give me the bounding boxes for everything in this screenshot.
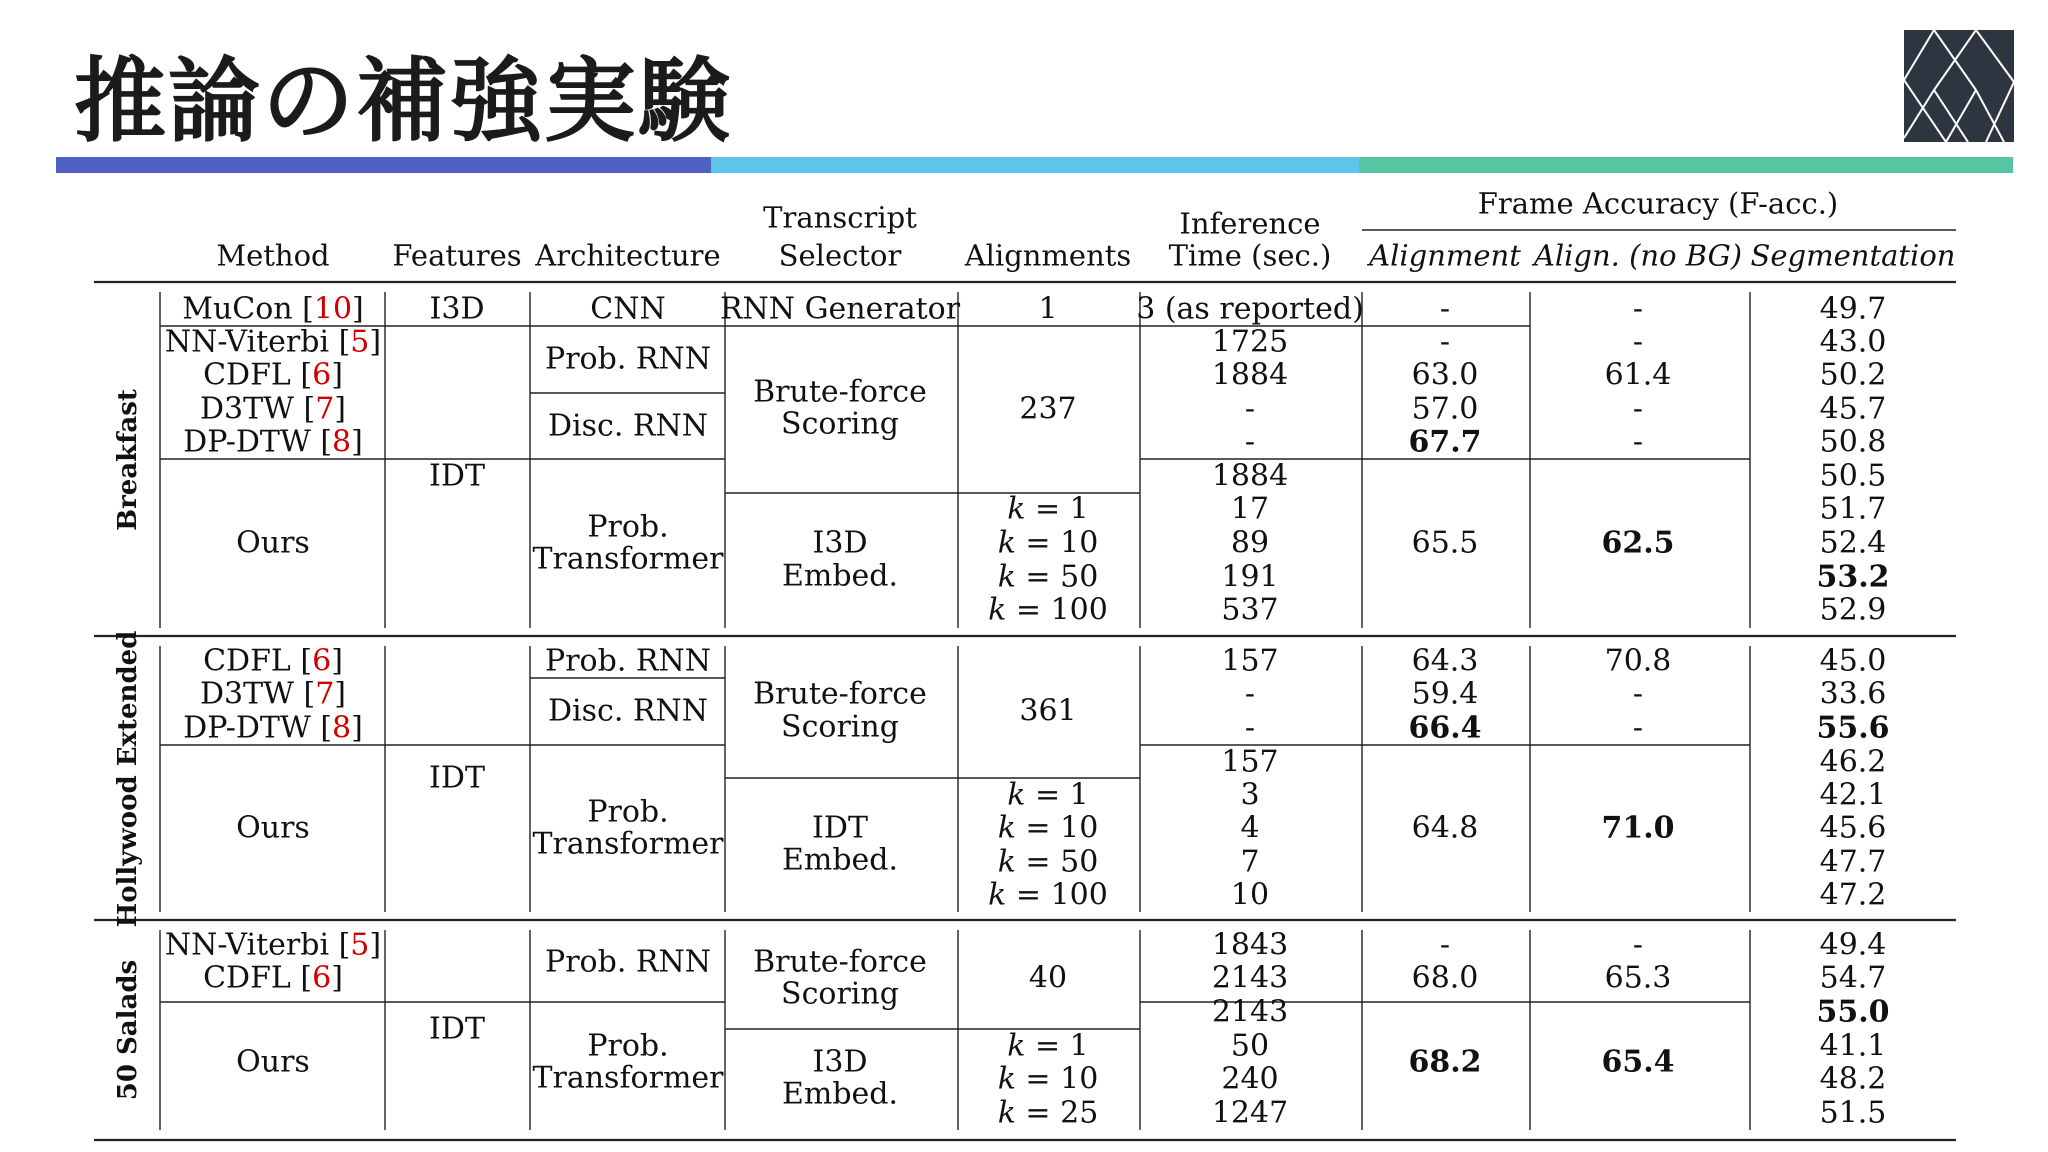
citation-ref[interactable]: 10 bbox=[313, 291, 353, 327]
alignment-value: - bbox=[1439, 291, 1451, 327]
k-100 bbox=[988, 879, 1108, 912]
header-inference-2: Time (sec.) bbox=[1168, 238, 1332, 273]
header-sub-alignment: Alignment bbox=[1369, 238, 1521, 273]
method-name: CDFL bbox=[203, 643, 291, 679]
method-name: D3TW bbox=[199, 676, 294, 712]
arch-prob-rnn: Prob. RNN bbox=[545, 944, 711, 980]
alignment-value: - bbox=[1439, 927, 1451, 963]
k-value: 1 bbox=[1069, 491, 1089, 527]
k-value: 1 bbox=[1069, 777, 1089, 813]
k-value: 50 bbox=[1060, 559, 1099, 595]
citation-ref[interactable]: 7 bbox=[315, 391, 335, 427]
citation-ref[interactable]: 7 bbox=[315, 676, 335, 712]
ours-align-nobg: 62.5 bbox=[1601, 525, 1675, 561]
header-sub-align-nobg: Align. (no BG) bbox=[1533, 238, 1743, 273]
k-value: 100 bbox=[1050, 877, 1108, 913]
brute-alignments: 40 bbox=[1028, 960, 1068, 996]
segmentation-value: 49.4 bbox=[1819, 927, 1887, 963]
segmentation-value: 50.5 bbox=[1819, 458, 1887, 494]
selector-brute-1: Brute-force bbox=[753, 374, 927, 410]
k-prefix: k = bbox=[1007, 777, 1070, 813]
arch-prob-rnn: Prob. RNN bbox=[545, 341, 711, 377]
time-value: 537 bbox=[1221, 592, 1279, 628]
segmentation-value: 45.0 bbox=[1819, 643, 1887, 679]
row-ours: Ours bbox=[236, 525, 310, 561]
method-name: CDFL bbox=[203, 960, 291, 996]
time-value: 240 bbox=[1221, 1061, 1279, 1097]
row-nn-viterbi: NN-Viterbi [5] bbox=[164, 927, 382, 963]
k-prefix: k = bbox=[1007, 1028, 1070, 1064]
citation-ref[interactable]: 5 bbox=[350, 324, 370, 360]
header-sub-segmentation: Segmentation bbox=[1750, 238, 1956, 273]
segmentation-value: 41.1 bbox=[1819, 1028, 1887, 1064]
alignment-value: 59.4 bbox=[1411, 676, 1479, 712]
features-idt: IDT bbox=[429, 458, 485, 494]
time-value: 89 bbox=[1230, 525, 1270, 561]
time-value: 3 (as reported) bbox=[1136, 291, 1364, 327]
k-prefix: k = bbox=[997, 525, 1061, 561]
arch-prob-rnn: Prob. RNN bbox=[545, 643, 711, 679]
k-10 bbox=[998, 1063, 1099, 1096]
header-transcript-1: Transcript bbox=[763, 200, 917, 235]
citation-ref[interactable]: 6 bbox=[312, 643, 332, 679]
k-value: 10 bbox=[1060, 1061, 1099, 1097]
arch-prob-1: Prob. bbox=[587, 1028, 669, 1064]
align-nobg-value: - bbox=[1632, 424, 1644, 460]
segmentation-value: 50.2 bbox=[1819, 357, 1887, 393]
alignment-value: 57.0 bbox=[1411, 391, 1479, 427]
alignment-value: 68.0 bbox=[1411, 960, 1479, 996]
k-10 bbox=[998, 527, 1099, 560]
row-cdfl: CDFL [6] bbox=[203, 643, 343, 679]
k-50 bbox=[998, 846, 1099, 879]
arch-prob-2: Transformer bbox=[532, 1060, 724, 1096]
row-cdfl: CDFL [6] bbox=[203, 357, 343, 393]
row-mucon: MuCon [10] bbox=[182, 291, 364, 327]
brute-alignments: 237 bbox=[1019, 391, 1077, 427]
row-d3tw: D3TW [7] bbox=[199, 391, 347, 427]
header-architecture: Architecture bbox=[535, 238, 721, 273]
align-nobg-value: 70.8 bbox=[1604, 643, 1672, 679]
header-alignments: Alignments bbox=[964, 238, 1132, 273]
row-dp-dtw: DP-DTW [8] bbox=[183, 424, 363, 460]
header-features: Features bbox=[392, 238, 522, 273]
segmentation-value: 43.0 bbox=[1819, 324, 1887, 360]
segmentation-value: 54.7 bbox=[1819, 960, 1887, 996]
align-nobg-value: 61.4 bbox=[1604, 357, 1672, 393]
ours-alignment: 68.2 bbox=[1408, 1044, 1482, 1080]
k-25 bbox=[998, 1097, 1099, 1130]
k-prefix: k = bbox=[1007, 491, 1070, 527]
alignment-value: - bbox=[1439, 324, 1451, 360]
k-value: 25 bbox=[1060, 1095, 1099, 1131]
arch-prob-2: Transformer bbox=[532, 541, 724, 577]
header-transcript-2: Selector bbox=[778, 238, 902, 273]
time-value: - bbox=[1244, 424, 1256, 460]
alignment-value: 64.3 bbox=[1411, 643, 1479, 679]
ours-alignment: 64.8 bbox=[1411, 810, 1479, 846]
selector-brute-1: Brute-force bbox=[753, 676, 927, 712]
ours-align-nobg: 65.4 bbox=[1601, 1044, 1675, 1080]
segmentation-value: 52.9 bbox=[1819, 592, 1887, 628]
k-50 bbox=[998, 561, 1099, 594]
features-idt: IDT bbox=[429, 760, 485, 796]
selector-embed-1: I3D bbox=[812, 525, 868, 561]
row-ours: Ours bbox=[236, 1044, 310, 1080]
alignment-value: 67.7 bbox=[1408, 424, 1482, 460]
arch-disc-rnn: Disc. RNN bbox=[547, 408, 709, 444]
align-nobg-value: - bbox=[1632, 927, 1644, 963]
time-value: 4 bbox=[1240, 810, 1260, 846]
segmentation-value: 51.5 bbox=[1819, 1095, 1887, 1131]
time-value: 1725 bbox=[1211, 324, 1289, 360]
time-value: 50 bbox=[1230, 1028, 1270, 1064]
method-name: NN-Viterbi bbox=[164, 324, 330, 360]
selector-embed-1: IDT bbox=[812, 810, 868, 846]
header-frame-accuracy: Frame Accuracy (F-acc.) bbox=[1477, 186, 1839, 221]
align-nobg-value: - bbox=[1632, 324, 1644, 360]
k-10 bbox=[998, 812, 1099, 845]
time-value: 157 bbox=[1221, 643, 1279, 679]
selector-brute-2: Scoring bbox=[781, 976, 899, 1012]
row-cdfl: CDFL [6] bbox=[203, 960, 343, 996]
time-value: 191 bbox=[1221, 559, 1279, 595]
time-value: 1884 bbox=[1211, 458, 1289, 494]
k-100 bbox=[988, 594, 1108, 627]
segmentation-value: 46.2 bbox=[1819, 744, 1887, 780]
features-idt: IDT bbox=[429, 1011, 485, 1047]
selector-embed-2: Embed. bbox=[781, 1076, 899, 1112]
time-value: 3 bbox=[1240, 777, 1260, 813]
row-d3tw: D3TW [7] bbox=[199, 676, 347, 712]
k-prefix: k = bbox=[997, 1095, 1061, 1131]
time-value: 1247 bbox=[1211, 1095, 1289, 1131]
k-prefix: k = bbox=[988, 877, 1051, 913]
selector-brute-1: Brute-force bbox=[753, 944, 927, 980]
segmentation-value: 48.2 bbox=[1819, 1061, 1887, 1097]
align-nobg-value: - bbox=[1632, 291, 1644, 327]
method-name: D3TW bbox=[199, 391, 294, 427]
segmentation-value: 51.7 bbox=[1819, 491, 1887, 527]
align-nobg-value: - bbox=[1632, 710, 1644, 746]
k-prefix: k = bbox=[988, 592, 1051, 628]
time-value: 1884 bbox=[1211, 357, 1289, 393]
arch-prob-1: Prob. bbox=[587, 509, 669, 545]
citation-ref[interactable]: 5 bbox=[350, 927, 370, 963]
mucon-features: I3D bbox=[429, 291, 485, 327]
selector-brute-2: Scoring bbox=[781, 709, 899, 745]
k-1 bbox=[1007, 779, 1088, 812]
segmentation-value: 45.6 bbox=[1819, 810, 1887, 846]
section-label-hollywood: Hollywood Extended bbox=[113, 630, 143, 928]
row-ours: Ours bbox=[236, 810, 310, 846]
segmentation-value: 50.8 bbox=[1819, 424, 1887, 460]
k-value: 1 bbox=[1069, 1028, 1089, 1064]
k-value: 100 bbox=[1050, 592, 1108, 628]
selector-embed-1: I3D bbox=[812, 1044, 868, 1080]
k-prefix: k = bbox=[997, 559, 1061, 595]
k-1 bbox=[1007, 493, 1088, 526]
mucon-arch: CNN bbox=[590, 291, 666, 327]
brute-alignments: 361 bbox=[1019, 693, 1077, 729]
k-prefix: k = bbox=[997, 844, 1061, 880]
k-value: 10 bbox=[1060, 525, 1099, 561]
arch-prob-2: Transformer bbox=[532, 826, 724, 862]
mucon-alignments: 1 bbox=[1038, 291, 1058, 327]
segmentation-value: 42.1 bbox=[1819, 777, 1887, 813]
segmentation-value: 33.6 bbox=[1819, 676, 1887, 712]
time-value: 7 bbox=[1240, 844, 1260, 880]
citation-ref[interactable]: 6 bbox=[312, 960, 332, 996]
method-name: CDFL bbox=[203, 357, 291, 393]
segmentation-value: 52.4 bbox=[1819, 525, 1887, 561]
section-label-breakfast: Breakfast bbox=[113, 389, 143, 531]
method-name: MuCon bbox=[182, 291, 293, 327]
method-name: NN-Viterbi bbox=[164, 927, 330, 963]
align-nobg-value: - bbox=[1632, 676, 1644, 712]
arch-prob-1: Prob. bbox=[587, 794, 669, 830]
selector-brute-2: Scoring bbox=[781, 406, 899, 442]
citation-ref[interactable]: 8 bbox=[332, 710, 352, 746]
header-inference-1: Inference bbox=[1179, 206, 1321, 241]
k-prefix: k = bbox=[997, 1061, 1061, 1097]
selector-embed-2: Embed. bbox=[781, 842, 899, 878]
k-prefix: k = bbox=[997, 810, 1061, 846]
row-dp-dtw: DP-DTW [8] bbox=[183, 710, 363, 746]
mucon-selector: RNN Generator bbox=[719, 291, 961, 327]
header-method: Method bbox=[216, 238, 330, 273]
segmentation-value: 49.7 bbox=[1819, 291, 1887, 327]
ours-align-nobg: 71.0 bbox=[1601, 810, 1675, 846]
alignment-value: 66.4 bbox=[1408, 710, 1482, 746]
segmentation-value: 55.6 bbox=[1816, 710, 1890, 746]
k-1 bbox=[1007, 1030, 1088, 1063]
segmentation-value: 47.2 bbox=[1819, 877, 1887, 913]
segmentation-value: 55.0 bbox=[1816, 994, 1890, 1030]
time-value: 10 bbox=[1230, 877, 1270, 913]
align-nobg-value: - bbox=[1632, 391, 1644, 427]
time-value: - bbox=[1244, 676, 1256, 712]
citation-ref[interactable]: 6 bbox=[312, 357, 332, 393]
arch-disc-rnn: Disc. RNN bbox=[547, 693, 709, 729]
k-value: 10 bbox=[1060, 810, 1099, 846]
ours-alignment: 65.5 bbox=[1411, 525, 1479, 561]
page-title: 推論の補強実験 bbox=[74, 48, 733, 155]
time-value: - bbox=[1244, 710, 1256, 746]
time-value: 1843 bbox=[1211, 927, 1289, 963]
segmentation-value: 47.7 bbox=[1819, 844, 1887, 880]
alignment-value: 63.0 bbox=[1411, 357, 1479, 393]
time-value: 2143 bbox=[1211, 960, 1289, 996]
citation-ref[interactable]: 8 bbox=[332, 424, 352, 460]
section-label-50-salads: 50 Salads bbox=[113, 959, 143, 1101]
method-name: DP-DTW bbox=[183, 710, 311, 746]
method-name: DP-DTW bbox=[183, 424, 311, 460]
segmentation-value: 53.2 bbox=[1816, 559, 1890, 595]
time-value: 17 bbox=[1230, 491, 1270, 527]
segmentation-value: 45.7 bbox=[1819, 391, 1887, 427]
selector-embed-2: Embed. bbox=[781, 558, 899, 594]
time-value: - bbox=[1244, 391, 1256, 427]
time-value: 2143 bbox=[1211, 994, 1289, 1030]
row-nn-viterbi: NN-Viterbi [5] bbox=[164, 324, 382, 360]
time-value: 157 bbox=[1221, 744, 1279, 780]
k-value: 50 bbox=[1060, 844, 1099, 880]
align-nobg-value: 65.3 bbox=[1604, 960, 1672, 996]
